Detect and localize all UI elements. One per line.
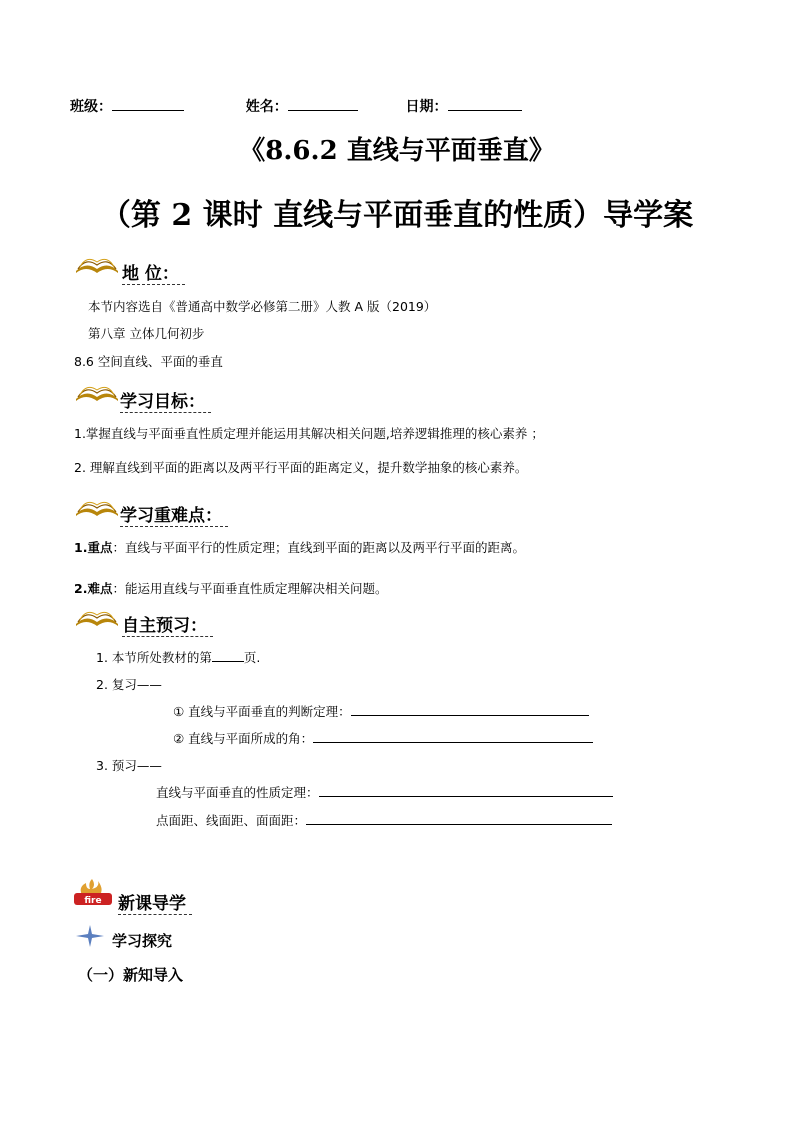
section-preview-heading: 自主预习： [122, 611, 213, 636]
answer-field[interactable] [313, 730, 593, 743]
name-field[interactable] [288, 96, 358, 111]
book-icon [74, 496, 120, 518]
preview-item-2-sub-2: ② 直线与平面所成的角： [173, 729, 593, 747]
date-label: 日期： [405, 99, 448, 115]
page-title: 《8.6.2 直线与平面垂直》 [239, 136, 555, 166]
page-subtitle: （第 2 课时 直线与平面垂直的性质）导学案 [100, 198, 694, 233]
position-line-1: 本节内容选自《普通高中数学必修第二册》人教 A 版（2019） [88, 299, 437, 314]
difficult-point-label: 2.难点 [74, 581, 113, 596]
position-line-3: 8.6 空间直线、平面的垂直 [74, 354, 223, 369]
book-icon [74, 253, 120, 275]
fire-logo-icon [72, 877, 114, 909]
position-line-2: 第八章 立体几何初步 [88, 326, 205, 341]
answer-field[interactable] [319, 784, 613, 797]
book-icon [74, 606, 120, 628]
section-position-heading: 地 位： [122, 259, 185, 284]
page-number-field[interactable] [212, 649, 244, 662]
answer-field[interactable] [306, 812, 612, 825]
difficult-point-line [74, 579, 387, 597]
student-info-line [70, 96, 522, 116]
section-new-lesson-heading: 新课导学 [118, 889, 192, 914]
preview-item-3-sub-1: 直线与平面垂直的性质定理： [156, 783, 613, 801]
name-label: 姓名： [245, 99, 288, 115]
class-label: 班级： [70, 99, 112, 115]
key-point-line [74, 538, 525, 556]
svg-text:fire: fire [84, 896, 102, 906]
class-field[interactable] [112, 96, 184, 111]
book-icon [74, 381, 120, 403]
answer-field[interactable] [351, 703, 589, 716]
preview-item-1: 1. 本节所处教材的第 页. [96, 650, 261, 665]
goal-item-2: 2. 理解直线到平面的距离以及两平行平面的距离定义，提升数学抽象的核心素养。 [74, 460, 528, 475]
difficult-point-text: ：能运用直线与平面垂直性质定理解决相关问题。 [112, 581, 388, 596]
preview-item-3: 3. 预习—— [96, 758, 162, 773]
sub-heading-explore: 学习探究 [112, 932, 173, 950]
section-keypoints-heading: 学习重难点： [120, 501, 228, 526]
goal-item-1: 1.掌握直线与平面垂直性质定理并能运用其解决相关问题,培养逻辑推理的核心素养 ； [74, 426, 544, 441]
preview-item-2-sub-1: ① 直线与平面垂直的判断定理： [173, 702, 589, 720]
key-point-text: ：直线与平面平行的性质定理；直线到平面的距离以及两平行平面的距离。 [112, 540, 525, 555]
preview-item-3-sub-2: 点面距、线面距、面面距： [156, 811, 612, 829]
part-1-heading: （一）新知导入 [78, 966, 184, 984]
key-point-label: 1.重点 [74, 540, 113, 555]
star-icon [76, 925, 104, 947]
section-goals-heading: 学习目标： [120, 387, 211, 412]
preview-item-2: 2. 复习—— [96, 677, 162, 692]
date-field[interactable] [448, 96, 522, 111]
